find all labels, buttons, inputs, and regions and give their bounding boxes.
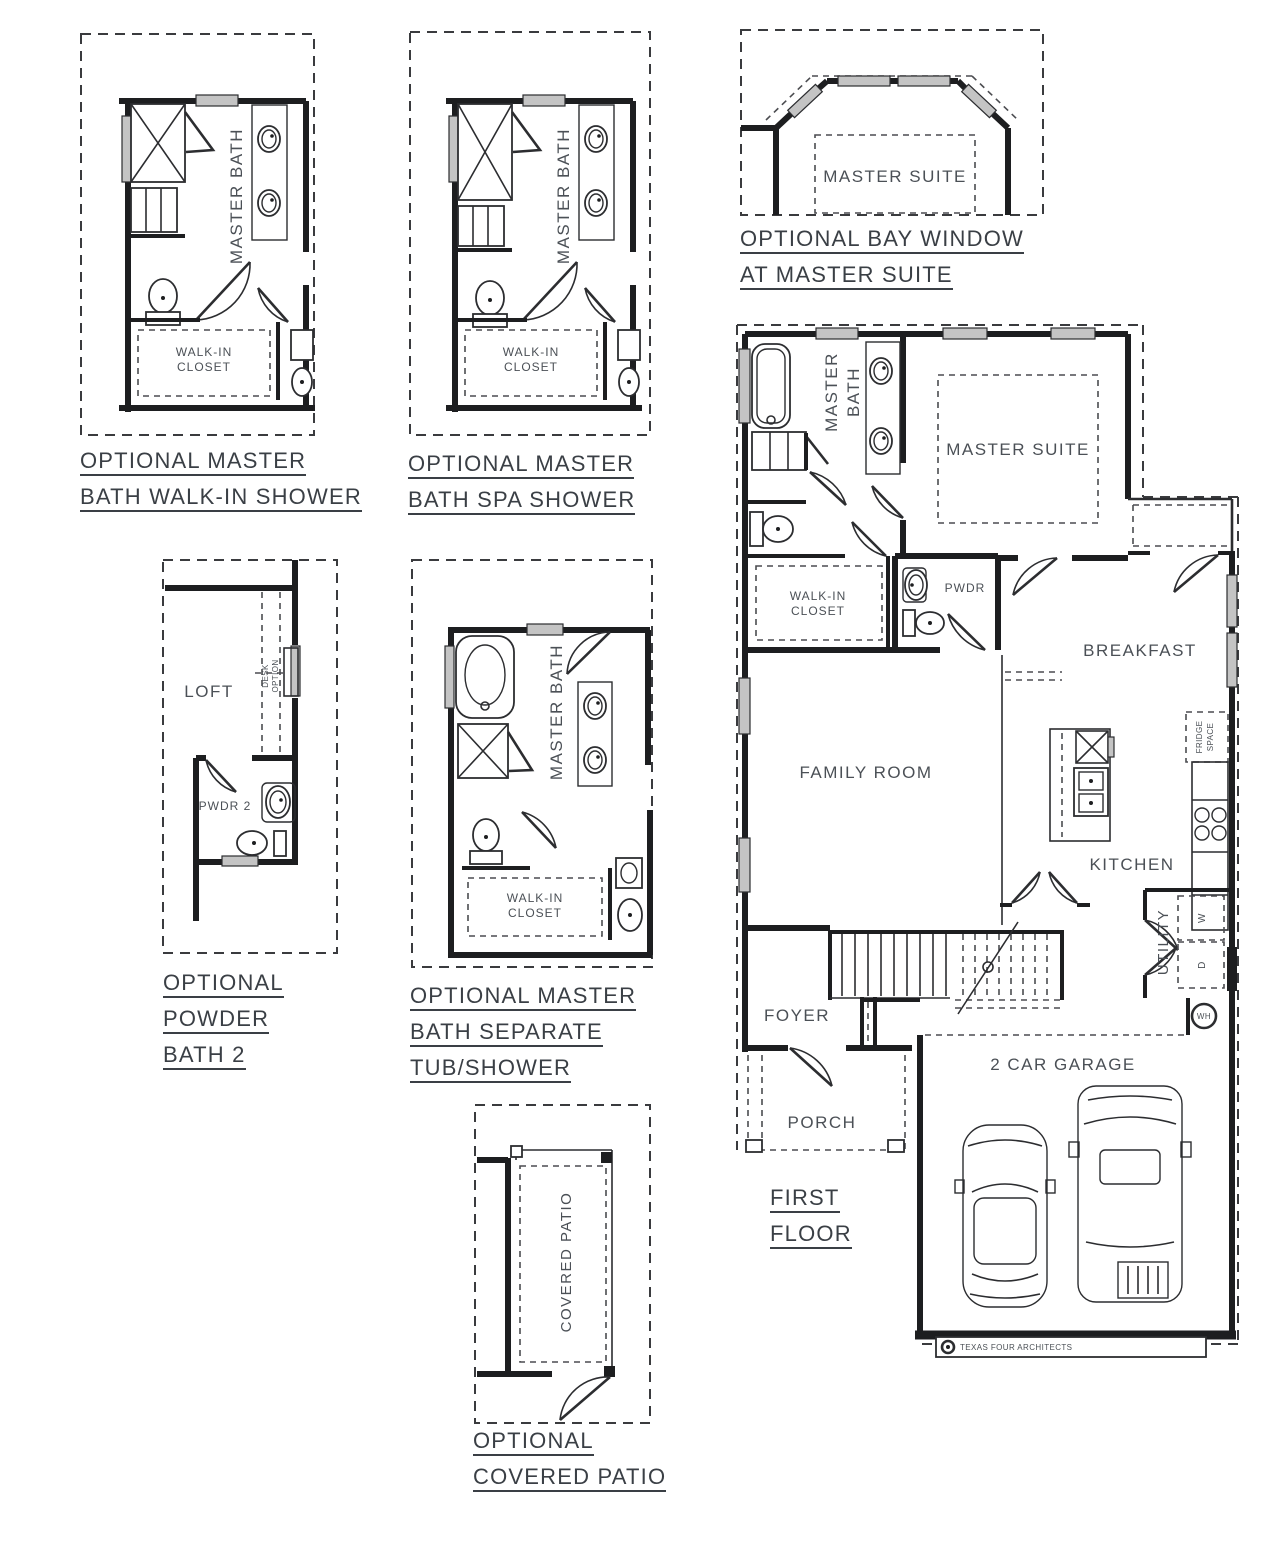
closet-label: CLOSET: [790, 604, 846, 618]
caption-line: OPTIONAL: [473, 1429, 594, 1456]
door: [948, 614, 985, 650]
vanity: [866, 342, 900, 474]
car-suv: [1069, 1086, 1191, 1302]
caption-line: FLOOR: [770, 1222, 852, 1249]
patio-post: [601, 1152, 612, 1163]
garage: [936, 1055, 1206, 1357]
linen-closet: [752, 432, 828, 470]
walk-in-closet: [128, 320, 278, 400]
door: [810, 472, 846, 505]
door: [206, 760, 236, 792]
room-label-covered-patio: COVERED PATIO: [558, 1191, 575, 1333]
utility: [1145, 890, 1232, 1035]
caption-walkin-shower: [80, 449, 362, 521]
room-label-master-bath: MASTER BATH: [554, 127, 573, 265]
door: [872, 486, 903, 518]
room-label-master-bath: MASTER BATH: [227, 127, 246, 265]
closet-label: CLOSET: [503, 360, 559, 374]
toilet: [237, 831, 286, 856]
caption-powder-bath: [163, 971, 284, 1079]
door: [258, 288, 288, 322]
room-label-pwdr: PWDR: [944, 581, 986, 595]
secondary-bath-fixtures: [618, 330, 640, 396]
panel-covered-patio: [475, 1105, 650, 1423]
master-suite: [938, 375, 1128, 595]
walk-in-closet: [462, 868, 610, 940]
fridge-space: [1186, 712, 1228, 762]
window: [838, 76, 890, 86]
caption-spa-shower: [408, 452, 635, 524]
water-heater: [1192, 1004, 1216, 1028]
porch-post: [888, 1140, 904, 1152]
secondary-bath-fixtures: [291, 330, 313, 396]
foyer: [764, 997, 920, 1048]
wall-hatch: [1227, 947, 1237, 991]
kitchen-island: [1050, 729, 1114, 841]
panel-spa-shower: [410, 32, 650, 435]
caption-line: BATH WALK-IN SHOWER: [80, 485, 362, 512]
window: [816, 328, 858, 339]
caption-line: BATH SEPARATE: [410, 1020, 603, 1047]
window: [523, 95, 565, 106]
architect-attribution: [936, 1337, 1206, 1357]
window: [196, 95, 238, 106]
window: [1051, 328, 1095, 339]
closet-label: CLOSET: [176, 360, 232, 374]
desk-option-label: DESK: [261, 664, 270, 688]
spa-shower: [458, 104, 540, 200]
room-label-master-bath: MASTER: [822, 352, 841, 432]
caption-line: POWDER: [163, 1007, 269, 1034]
caption-line: COVERED PATIO: [473, 1465, 666, 1492]
window: [222, 856, 258, 866]
front-door: [790, 1048, 832, 1086]
caption-line: OPTIONAL MASTER: [410, 984, 636, 1011]
caption-line: BATH 2: [163, 1043, 246, 1070]
window: [445, 646, 454, 708]
room-label-kitchen: KITCHEN: [1089, 855, 1175, 874]
caption-line: TUB/SHOWER: [410, 1056, 571, 1083]
svg-text:FRIDGE: FRIDGE: [1195, 720, 1204, 754]
window: [962, 84, 997, 117]
panel-powder-bath: [163, 560, 337, 953]
walk-in-closet: [748, 522, 888, 648]
window: [527, 624, 563, 635]
caption-line: OPTIONAL: [163, 971, 284, 998]
vanity: [252, 105, 287, 240]
master-bath: [748, 334, 903, 556]
patio-post: [604, 1366, 615, 1377]
window: [1227, 633, 1237, 687]
svg-text:SPACE: SPACE: [1206, 722, 1215, 752]
porch-post: [746, 1140, 762, 1152]
closet-label: WALK-IN: [506, 891, 564, 905]
window: [898, 76, 950, 86]
caption-line: OPTIONAL MASTER: [408, 452, 634, 479]
linen-closet: [455, 206, 512, 250]
desk-option-label: OPTION: [271, 659, 280, 693]
door: [585, 288, 615, 322]
room-label-master-suite: MASTER SUITE: [946, 440, 1090, 459]
closet-label: WALK-IN: [502, 345, 560, 359]
room-label-foyer: FOYER: [763, 1006, 831, 1025]
bump-out: [1128, 499, 1232, 551]
kitchen: [1000, 712, 1228, 930]
room-label-family-room: FAMILY ROOM: [799, 763, 933, 782]
caption-first-floor: [770, 1186, 852, 1258]
panel-bay-window: [741, 30, 1043, 215]
caption-line: OPTIONAL BAY WINDOW: [740, 227, 1024, 254]
linen-closet: [128, 188, 185, 236]
window: [739, 838, 750, 892]
powder-room: [895, 556, 998, 650]
counter-cooktop: [1192, 762, 1228, 930]
car-sedan: [955, 1125, 1055, 1307]
shower: [458, 724, 532, 778]
window: [788, 84, 823, 117]
room-label-utility: UTILITY: [1155, 908, 1172, 976]
shower: [131, 104, 213, 182]
room-label-master-bath: MASTER BATH: [547, 643, 566, 781]
closet-label: CLOSET: [507, 906, 563, 920]
vanity: [579, 105, 614, 240]
caption-separate-tub: [410, 984, 636, 1092]
room-label-master-suite: MASTER SUITE: [823, 167, 967, 186]
room-label-porch: PORCH: [787, 1113, 857, 1132]
attribution-text: TEXAS FOUR ARCHITECTS: [960, 1343, 1073, 1352]
option-outline: [163, 560, 337, 953]
caption-covered-patio: [473, 1429, 666, 1501]
option-outline: [741, 30, 1043, 215]
tub: [752, 344, 790, 428]
svg-text:WH: WH: [1196, 1012, 1212, 1021]
toilet: [470, 819, 502, 864]
caption-line: BATH SPA SHOWER: [408, 488, 635, 515]
window: [739, 349, 750, 423]
svg-text:D: D: [1197, 961, 1208, 969]
caption-line: FIRST: [770, 1186, 840, 1213]
panel-separate-tub: [412, 560, 652, 967]
window: [1227, 575, 1237, 627]
room-label-garage: 2 CAR GARAGE: [990, 1055, 1136, 1074]
walk-in-closet: [455, 320, 605, 400]
secondary-bath-fixtures: [616, 858, 642, 931]
room-label-loft: LOFT: [184, 682, 234, 701]
closet-label: WALK-IN: [175, 345, 233, 359]
toilet: [750, 512, 793, 546]
caption-line: OPTIONAL MASTER: [80, 449, 306, 476]
toilet: [903, 610, 944, 636]
sink: [262, 783, 295, 822]
room-label-master-bath: BATH: [844, 366, 863, 418]
room-label-breakfast: BREAKFAST: [1083, 641, 1197, 660]
sink: [903, 568, 927, 602]
caption-bay-window: [740, 227, 1024, 299]
window: [739, 678, 750, 734]
tub: [456, 636, 514, 718]
window: [943, 328, 987, 339]
patio-post: [511, 1146, 522, 1157]
vanity: [578, 682, 612, 786]
room-label-pwdr2: PWDR 2: [198, 799, 252, 813]
door: [522, 812, 556, 848]
closet-label: WALK-IN: [789, 589, 847, 603]
svg-text:W: W: [1197, 913, 1208, 923]
caption-line: AT MASTER SUITE: [740, 263, 953, 290]
panel-walkin-shower: [81, 34, 315, 435]
